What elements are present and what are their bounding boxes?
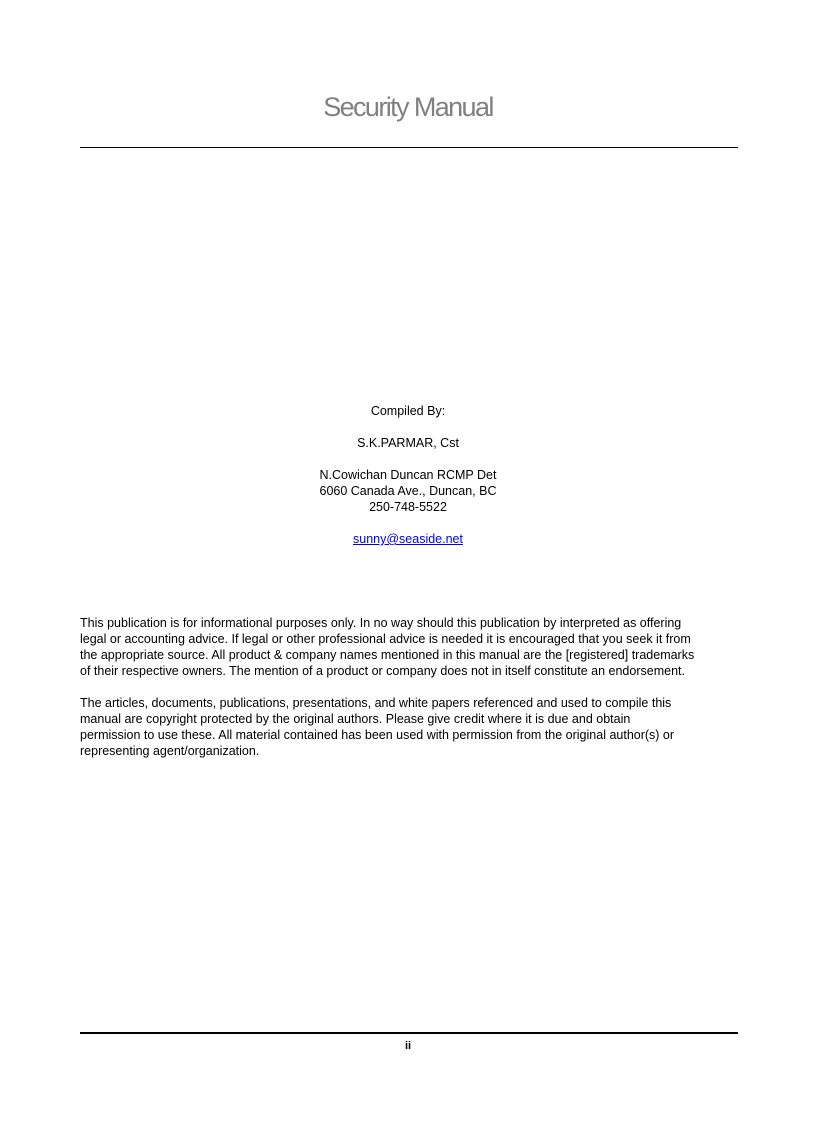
credits-block bbox=[0, 403, 816, 547]
address-line: 6060 Canada Ave., Duncan, BC bbox=[319, 484, 497, 498]
copyright-line: manual are copyright protected by the original authors. Please give credit where it is due and obtain bbox=[80, 712, 631, 726]
disclaimer-block bbox=[80, 615, 740, 775]
header-divider bbox=[80, 147, 738, 148]
spacer bbox=[0, 451, 816, 467]
spacer bbox=[0, 515, 816, 531]
copyright-line: representing agent/organization. bbox=[80, 744, 260, 758]
compiled-by-label: Compiled By: bbox=[370, 404, 446, 418]
copyright-line: The articles, documents, publications, presentations, and white papers referenced and used to compile this bbox=[80, 696, 672, 710]
copyright-line: permission to use these. All material contained has been used with permission from the original author(s) or bbox=[80, 728, 675, 742]
disclaimer-line: This publication is for informational purposes only. In no way should this publication by interpreted as offering bbox=[80, 616, 682, 630]
author-name: S.K.PARMAR, Cst bbox=[357, 436, 459, 450]
copyright-paragraph bbox=[80, 695, 740, 759]
page-number: ii bbox=[404, 1040, 412, 1052]
email-link[interactable]: sunny@seaside.net bbox=[353, 532, 463, 546]
page-title: Security Manual bbox=[323, 92, 493, 122]
disclaimer-line: legal or accounting advice. If legal or other professional advice is needed it is encouraged that you seek it from bbox=[80, 632, 691, 646]
spacer bbox=[0, 419, 816, 435]
organization-name: N.Cowichan Duncan RCMP Det bbox=[319, 468, 497, 482]
phone-number: 250-748-5522 bbox=[369, 500, 447, 514]
footer-divider bbox=[80, 1032, 738, 1034]
disclaimer-line: the appropriate source. All product & company names mentioned in this manual are the [registered] trademarks bbox=[80, 648, 695, 662]
disclaimer-line: of their respective owners. The mention of a product or company does not in itself constitute an endorsement. bbox=[80, 664, 685, 678]
disclaimer-paragraph bbox=[80, 615, 740, 679]
